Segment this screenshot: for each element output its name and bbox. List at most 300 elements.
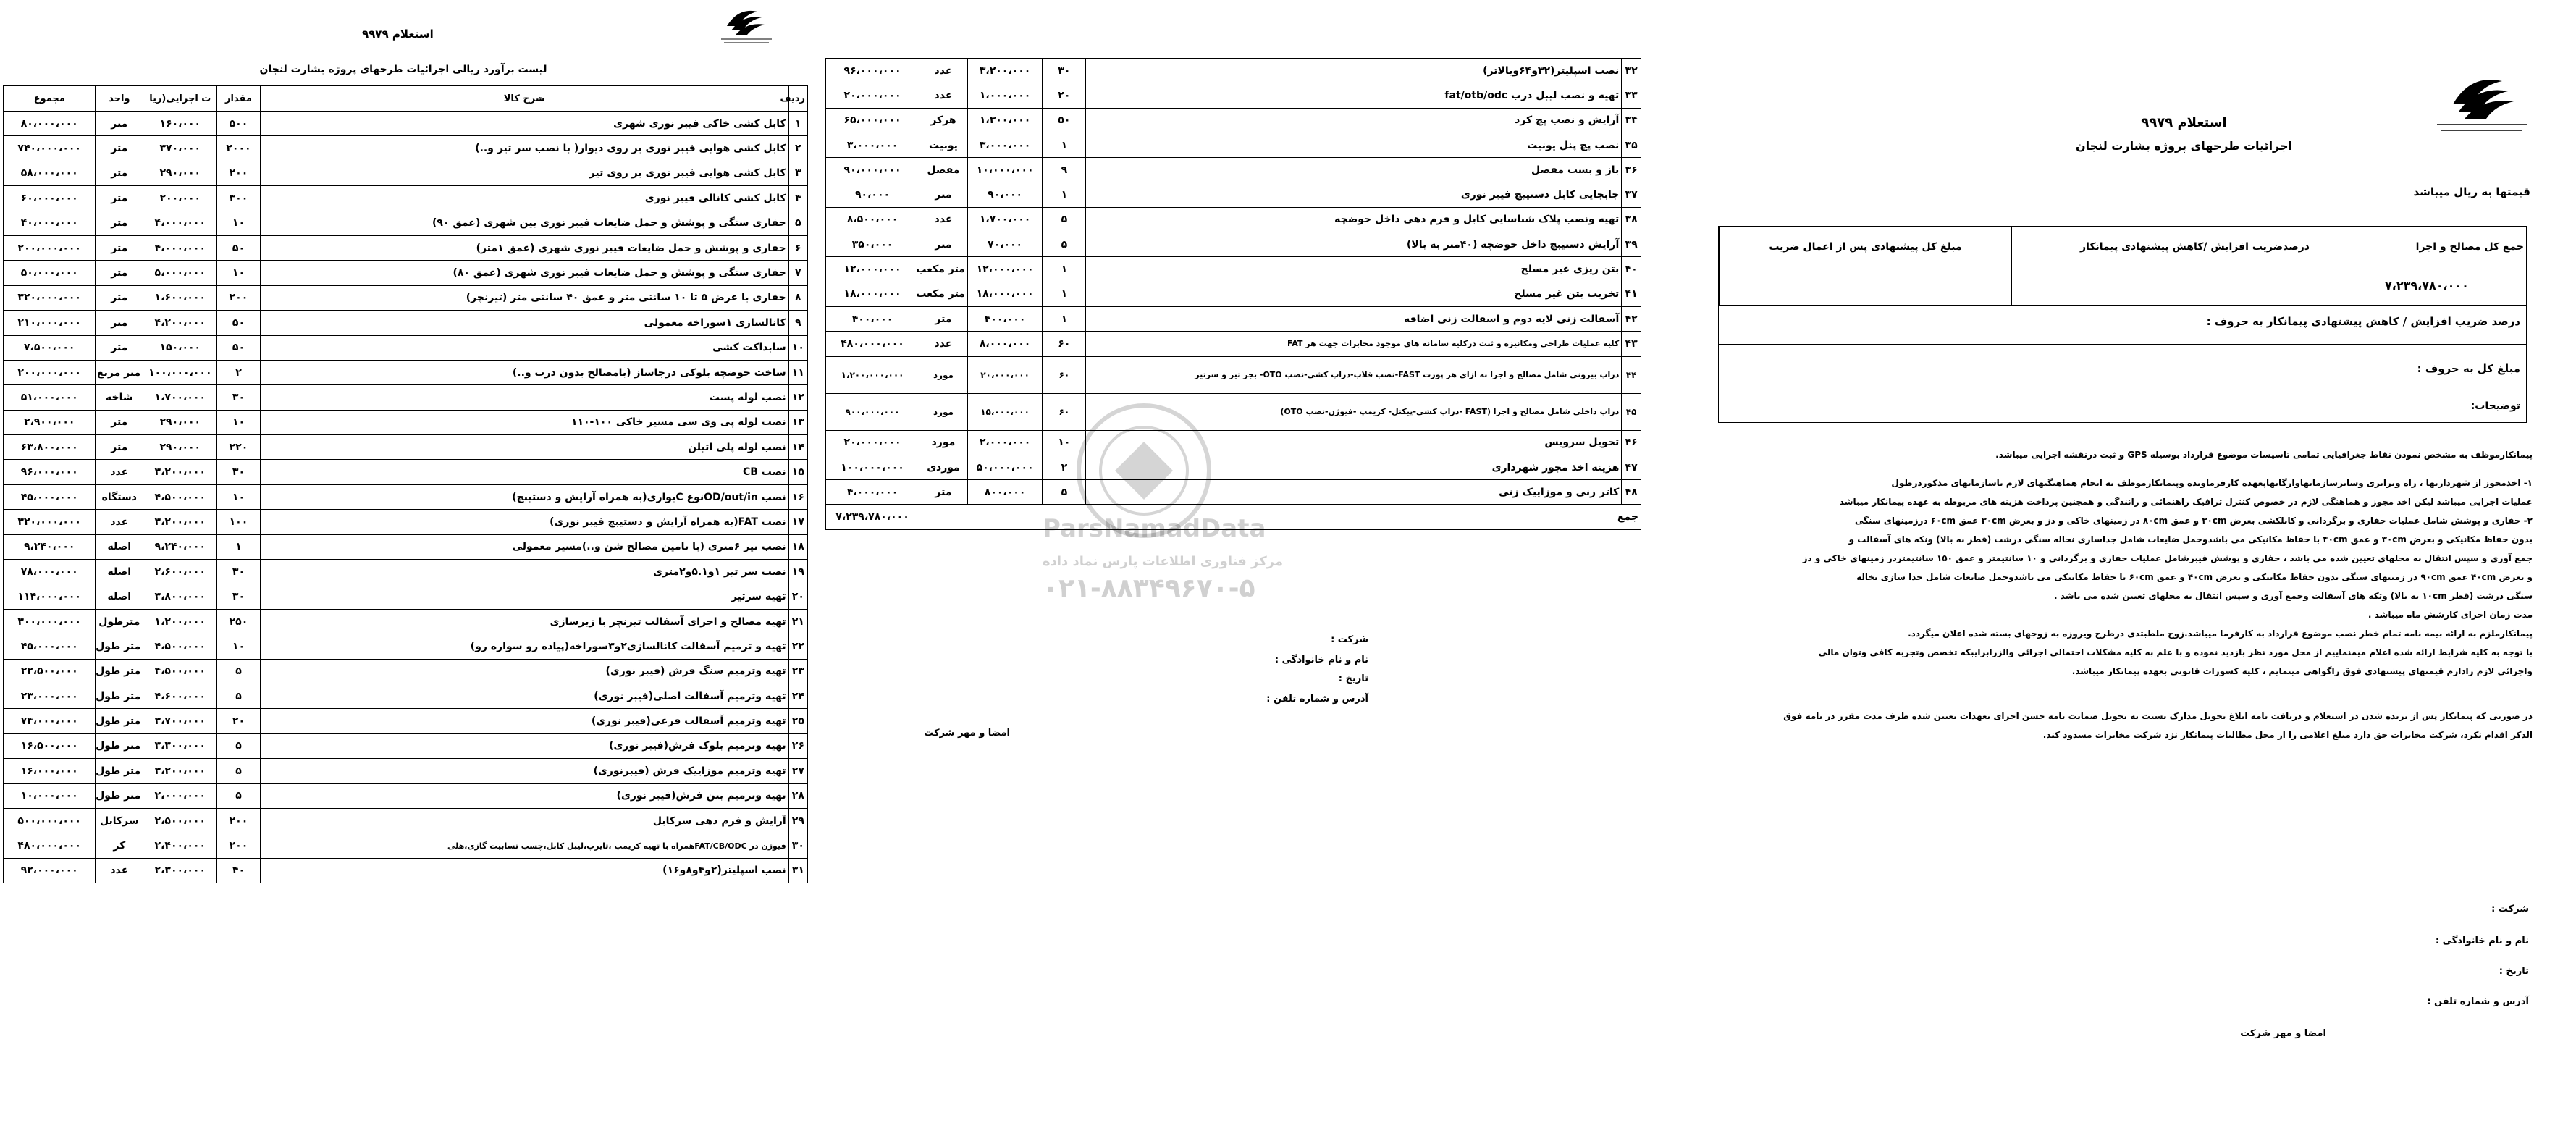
cell-total: ۱۶،۵۰۰،۰۰۰ [4,733,96,758]
cell-row-number: ۴۲ [1622,306,1641,331]
cell-row-number: ۱ [788,112,807,136]
cell-unit: عدد [96,460,143,484]
address-label: آدرس و شماره تلفن : [1266,694,1368,705]
cell-total: ۳۲۰،۰۰۰،۰۰۰ [4,510,96,534]
table-row [4,484,808,509]
cell-unit: متر [96,161,143,185]
cell-row-number: ۴۱ [1622,282,1641,306]
cell-unit: مفصل [919,158,968,182]
cell-unit: متر [96,410,143,434]
cell-unit-price: ۵،۰۰۰،۰۰۰ [143,261,217,285]
explanation-paragraph: مدت زمان اجرای کارشش ماه میباشد . [2367,610,2533,620]
cell-unit: متر [96,261,143,285]
cell-row-number: ۲۳ [788,659,807,684]
cell-unit: متر [96,235,143,260]
cell-unit-price: ۹،۲۴۰،۰۰۰ [143,534,217,559]
date-label: تاریخ : [2499,966,2529,977]
cell-quantity: ۲ [1043,455,1086,479]
explanation-paragraph: پیمانکارملزم به ارائه بیمه نامه تمام خطر نصب موضوع قرارداد به کارفرما میباشد.زوج ملطبتدی درطرح ویروزه به زوجهای بسته شده اعلان میگردد. [1908,628,2533,639]
cell-unit-price: ۱،۷۰۰،۰۰۰ [143,385,217,410]
cell-total: ۸۰،۰۰۰،۰۰۰ [4,112,96,136]
cell-quantity: ۲۰ [217,709,260,733]
cell-quantity: ۵ [217,759,260,783]
cell-row-number: ۲۰ [788,584,807,609]
cell-description: حفاری با عرض ۵ تا ۱۰ سانتی متر و عمق ۴۰ سانتی متر (تیرنچر) [260,285,788,310]
explanation-paragraph: پیمانکارموظف به مشخص نمودن نقاط جغرافیایی تمامی تاسیسات موضوع قرارداد بوسیله GPS و ثبت درنقشه اجرایی میباشد. [1995,450,2533,460]
cell-description: حفاری سنگی و پوشش و حمل ضایعات فیبر نوری شهری (عمق ۸۰) [260,261,788,285]
cell-unit: عدد [919,83,968,108]
name-label: نام و نام خانوادگی : [1274,655,1368,665]
cell-total: ۹۶،۰۰۰،۰۰۰ [4,460,96,484]
cell-unit-price: ۴۰۰،۰۰۰ [967,306,1042,331]
cell-description: تهیه وترمیم سنگ فرش (فیبر نوری) [260,659,788,684]
cell-unit-price: ۴،۲۰۰،۰۰۰ [143,311,217,335]
table-row [4,584,808,609]
table-row [4,235,808,260]
cell-unit-price: ۲۹۰،۰۰۰ [143,161,217,185]
cell-total: ۳۰۰،۰۰۰،۰۰۰ [4,609,96,634]
cell-quantity: ۵ [1043,232,1086,257]
cell-total: ۱،۲۰۰،۰۰۰،۰۰۰ [826,356,919,393]
cell-description: نصب لوله پست [260,385,788,410]
cell-quantity: ۴۰ [217,858,260,883]
cell-row-number: ۱۷ [788,510,807,534]
table-row [4,410,808,434]
estimate-page-left [0,0,825,1131]
cell-row-number: ۹ [788,311,807,335]
cell-total: ۵۰،۰۰۰،۰۰۰ [4,261,96,285]
cell-row-number: ۳ [788,161,807,185]
cell-unit: اصله [96,584,143,609]
cell-row-number: ۸ [788,285,807,310]
cell-quantity: ۳۰ [217,560,260,584]
cell-unit-price: ۴،۵۰۰،۰۰۰ [143,634,217,659]
cell-quantity: ۳۰ [217,385,260,410]
cell-unit: متر [96,112,143,136]
cell-quantity: ۱ [217,534,260,559]
cell-description: تهیه و نصب لیبل درب fat/otb/odc [1086,83,1622,108]
table-row [826,207,1641,232]
cell-unit-price: ۳،۲۰۰،۰۰۰ [143,759,217,783]
explanation-paragraph: الذکر اقدام نکرد، شرکت مخابرات حق دارد مبلغ اعلامی را از محل مطالبات پیمانکار نزد شرکت مخابرات مسدود کند. [2042,730,2533,740]
cell-quantity: ۱ [1043,306,1086,331]
cell-total: ۳،۰۰۰،۰۰۰ [826,133,919,157]
cell-row-number: ۲۲ [788,634,807,659]
cell-row-number: ۴ [788,186,807,211]
cell-description: نصب FAT(به همراه آرایش و دستیبچ فیبر نوری) [260,510,788,534]
header-total: مجموع [4,86,96,112]
cell-description: نصب لوله پلی اتیلن [260,435,788,460]
cell-unit-price: ۱۶۰،۰۰۰ [143,112,217,136]
cell-total: ۹۰،۰۰۰ [826,182,919,207]
cell-unit-price: ۱،۰۰۰،۰۰۰ [967,83,1042,108]
bid-summary-table [1719,227,2527,306]
table-row [826,83,1641,108]
inquiry-number: استعلام ۹۹۷۹ [362,28,434,41]
cell-unit-price: ۸،۰۰۰،۰۰۰ [967,332,1042,356]
cell-quantity: ۵۰۰ [217,112,260,136]
cell-row-number: ۲۹ [788,808,807,833]
explanation-paragraph: با توجه به کلیه شرایط ارائه شده اعلام میمنماییم از محل مورد نظر بازدید نموده و با علم به کلیه مشکلات احتمالی اجرائی والزرابرایبکه تخصص وتجربه کافی وتوان مالی [1818,647,2533,657]
cell-quantity: ۲ [217,360,260,384]
watermark-name: ParsNamadData [1043,514,1266,543]
cell-unit: عدد [919,207,968,232]
cell-description: تهیه مصالح و اجرای آسفالت تیرنچر با زیرسازی [260,609,788,634]
cell-total: ۱۸،۰۰۰،۰۰۰ [826,282,919,306]
cell-row-number: ۳۴ [1622,108,1641,133]
cell-row-number: ۱۹ [788,560,807,584]
telecom-logo-icon [717,4,775,46]
cell-unit-price: ۲،۰۰۰،۰۰۰ [143,783,217,808]
cell-quantity: ۶۰ [1043,393,1086,430]
cell-description: دراپ داخلی شامل مصالح و اجرا (FAST -دراپ کشی-پیکتل- کریمپ -فیوژن-نصب OTO) [1086,393,1622,430]
table-row [826,282,1641,306]
explanation-paragraph: در صورتی که پیمانکار پس از برنده شدن در استعلام و دریافت نامه ابلاغ تحویل مدارک نسبت به تحویل ضمانت نامه حسن اجرای تعهدات تعیین شده ظرف مدت مقرر در نامه فوق [1783,711,2533,721]
cell-unit-price: ۲۹۰،۰۰۰ [143,435,217,460]
cell-unit-price: ۱،۲۰۰،۰۰۰ [143,609,217,634]
cell-quantity: ۵ [217,684,260,708]
cell-quantity: ۹ [1043,158,1086,182]
cell-unit: متر [96,211,143,235]
cell-unit: متر طول [96,709,143,733]
cell-description: کابل کشی خاکی فیبر نوری شهری [260,112,788,136]
table-header-row [4,86,808,112]
cell-unit-price: ۳،۸۰۰،۰۰۰ [143,584,217,609]
cell-description: نصب اسپلیتر(۲و۴و۸و۱۶) [260,858,788,883]
cell-unit-price: ۴،۰۰۰،۰۰۰ [143,211,217,235]
cell-row-number: ۲۴ [788,684,807,708]
cell-quantity: ۲۰۰ [217,808,260,833]
cell-description: نصب تیر ۶متری (با تامین مصالح شن و..)مسیر معمولی [260,534,788,559]
header-unit-price: ت اجرایی(ریا [143,86,217,112]
cell-total: ۲۲،۵۰۰،۰۰۰ [4,659,96,684]
cell-quantity: ۵ [217,659,260,684]
cell-unit: متر مربع [96,360,143,384]
cell-total: ۶۳،۸۰۰،۰۰۰ [4,435,96,460]
amount-in-words: مبلغ کل به حروف : [2417,362,2520,375]
cell-unit-price: ۲،۵۰۰،۰۰۰ [143,808,217,833]
cell-quantity: ۳۰ [217,460,260,484]
cell-quantity: ۳۰۰ [217,186,260,211]
table-row [4,460,808,484]
cell-quantity: ۵۰ [217,311,260,335]
cell-unit-price: ۲،۳۰۰،۰۰۰ [143,858,217,883]
table-row [4,311,808,335]
cell-description: کانالسازی ۱سوراخه معمولی [260,311,788,335]
table-row [826,59,1641,83]
watermark-fa: مرکز فناوری اطلاعات پارس نماد داده [1043,554,1284,569]
cell-quantity: ۱ [1043,133,1086,157]
cell-unit: اصله [96,560,143,584]
cell-unit: متر [96,435,143,460]
cell-description: تهیه وترمیم آسفالت اصلی(فیبر نوری) [260,684,788,708]
header-quantity: مقدار [217,86,260,112]
cell-quantity: ۵۰ [1043,108,1086,133]
table-row [4,261,808,285]
cell-quantity: ۱۰ [217,484,260,509]
cell-unit: متر طول [96,659,143,684]
company-label: شرکت : [1331,634,1368,645]
table-row [4,112,808,136]
cell-unit-price: ۴،۰۰۰،۰۰۰ [143,235,217,260]
cell-quantity: ۱ [1043,282,1086,306]
cell-total: ۴۸۰،۰۰۰،۰۰۰ [826,332,919,356]
cell-unit: متر طول [96,684,143,708]
table-row [826,356,1641,393]
cell-description: نصب اسپلیتر(۳۲و۶۴وبالاتر) [1086,59,1622,83]
cell-row-number: ۱۸ [788,534,807,559]
cell-unit: اصله [96,534,143,559]
cell-description: نصب OD/out/inنوع Cبواری(به همراه آرایش و دستیبچ) [260,484,788,509]
table-row [4,435,808,460]
cell-total: ۲۰،۰۰۰،۰۰۰ [826,83,919,108]
cell-total: ۱۶،۰۰۰،۰۰۰ [4,759,96,783]
cell-total: ۷،۵۰۰،۰۰۰ [4,335,96,360]
cell-row-number: ۱۱ [788,360,807,384]
cell-quantity: ۱ [1043,257,1086,282]
cell-row-number: ۱۲ [788,385,807,410]
table-row [826,232,1641,257]
cell-total: ۹۲،۰۰۰،۰۰۰ [4,858,96,883]
cell-quantity: ۱۰ [217,211,260,235]
cell-total: ۹۰۰،۰۰۰،۰۰۰ [826,393,919,430]
cell-description: آسفالت زنی لایه دوم و اسفالت زنی اضافه [1086,306,1622,331]
cell-unit-price: ۳،۲۰۰،۰۰۰ [143,510,217,534]
percent-in-words: درصد ضریب افزایش / کاهش پیشنهادی پیمانکار به حروف : [2206,315,2520,328]
cell-unit-price: ۱۲،۰۰۰،۰۰۰ [967,257,1042,282]
cell-unit: متر [919,232,968,257]
sum-value: ۷،۲۳۹،۷۸۰،۰۰۰ [826,505,919,529]
cell-quantity: ۵۰ [217,335,260,360]
table-row [4,285,808,310]
cell-description: کابل کشی کانالی فیبر نوری [260,186,788,211]
cell-row-number: ۳۸ [1622,207,1641,232]
estimate-title: لیست برآورد ریالی اجرائیات طرحهای پروژه بشارت لنجان [259,64,547,75]
cell-unit: متر مکعب [919,282,968,306]
cell-row-number: ۱۵ [788,460,807,484]
header-percent: درصدضریب افزایش /کاهش پیشنهادی پیمانکار [2012,227,2312,266]
table-row [4,659,808,684]
cell-unit-price: ۱،۶۰۰،۰۰۰ [143,285,217,310]
cell-unit: یونیت [919,133,968,157]
table-row [826,158,1641,182]
cell-unit: متر [96,285,143,310]
table-row [4,634,808,659]
table-row [4,684,808,708]
cell-row-number: ۳۹ [1622,232,1641,257]
cell-unit-price: ۱۵۰،۰۰۰ [143,335,217,360]
table-row [4,385,808,410]
table-row [4,609,808,634]
cell-row-number: ۲۷ [788,759,807,783]
percent-input-cell [2012,266,2312,306]
cell-total: ۶۵،۰۰۰،۰۰۰ [826,108,919,133]
cell-unit-price: ۳،۲۰۰،۰۰۰ [967,59,1042,83]
cell-quantity: ۵۰ [217,235,260,260]
cell-description: نصب پچ پنل یونیت [1086,133,1622,157]
cell-row-number: ۷ [788,261,807,285]
explanation-paragraph: واجرائی لازم رادارم قیمتهای پیشنهادی فوق راگواهی مینمایم ، کلیه کسورات قانونی بعهده پیمانکار میباشد. [2071,666,2533,676]
cell-unit: عدد [919,59,968,83]
cell-quantity: ۵ [217,733,260,758]
cell-quantity: ۲۰۰ [217,161,260,185]
table-row [4,211,808,235]
cell-total: ۴۰،۰۰۰،۰۰۰ [4,211,96,235]
summary-page-right [1647,0,2576,1131]
cell-description: آرایش و فرم دهی سرکابل [260,808,788,833]
cell-unit-price: ۴،۵۰۰،۰۰۰ [143,484,217,509]
header-description: شرح کالا [260,86,788,112]
cell-row-number: ۴۸ [1622,480,1641,505]
cell-row-number: ۲۸ [788,783,807,808]
cell-unit: متر [96,311,143,335]
cell-unit: مورد [919,356,968,393]
cell-description: تهیه وترمیم بتن فرش(فیبر نوری) [260,783,788,808]
table-row [4,808,808,833]
table-row [826,332,1641,356]
table-row [4,858,808,883]
cell-description: جابجایی کابل دستیبچ فیبر نوری [1086,182,1622,207]
cell-description: کابل کشی هوایی فیبر نوری بر روی تیر [260,161,788,185]
cell-total: ۴۵،۰۰۰،۰۰۰ [4,634,96,659]
cell-row-number: ۲ [788,136,807,161]
cell-row-number: ۲۵ [788,709,807,733]
cell-unit: هرکر [919,108,968,133]
final-amount-input-cell [1720,266,2012,306]
cell-unit-price: ۲۹۰،۰۰۰ [143,410,217,434]
address-label: آدرس و شماره تلفن : [2427,996,2529,1007]
table-row [4,759,808,783]
cell-description: تحویل سرویس [1086,430,1622,455]
cell-row-number: ۳۷ [1622,182,1641,207]
cell-quantity: ۲۰ [1043,83,1086,108]
cell-unit-price: ۲۰۰،۰۰۰ [143,186,217,211]
cell-total: ۷۸،۰۰۰،۰۰۰ [4,560,96,584]
currency-note: قیمتها به ریال میباشد [2413,185,2530,198]
cell-total: ۹۰،۰۰۰،۰۰۰ [826,158,919,182]
cell-quantity: ۱۰ [217,410,260,434]
cell-total: ۴۸۰،۰۰۰،۰۰۰ [4,833,96,858]
table-row [4,560,808,584]
watermark-phone: ۰۲۱-۸۸۳۴۹۶۷۰-۵ [1043,573,1255,603]
header-row-number: ردیف [788,86,807,112]
cell-unit: کر [96,833,143,858]
cell-description: سابداکت کشی [260,335,788,360]
cell-quantity: ۵ [217,783,260,808]
cell-total: ۳۵۰،۰۰۰ [826,232,919,257]
cell-unit: مورد [919,430,968,455]
cell-unit-price: ۱۸،۰۰۰،۰۰۰ [967,282,1042,306]
cell-description: آرایش دستیبچ داخل حوضچه (۴۰متر به بالا) [1086,232,1622,257]
cell-quantity: ۱۰ [217,261,260,285]
cell-row-number: ۴۰ [1622,257,1641,282]
cell-total: ۹،۲۴۰،۰۰۰ [4,534,96,559]
cell-description: تهیه وترمیم موزاییک فرش (فیبرنوری) [260,759,788,783]
cell-total: ۲۰،۰۰۰،۰۰۰ [826,430,919,455]
cell-unit-price: ۵۰،۰۰۰،۰۰۰ [967,455,1042,479]
cell-description: نصب لوله پی وی سی مسیر خاکی ۱۰۰-۱۱۰ [260,410,788,434]
table-row [826,108,1641,133]
table-row [4,186,808,211]
table-row [4,833,808,858]
cell-row-number: ۲۱ [788,609,807,634]
total-amount-value: ۷،۲۳۹،۷۸۰،۰۰۰ [2312,266,2527,306]
cell-unit-price: ۴،۵۰۰،۰۰۰ [143,659,217,684]
table-row [826,182,1641,207]
cell-total: ۷۴،۰۰۰،۰۰۰ [4,709,96,733]
cell-row-number: ۴۶ [1622,430,1641,455]
cell-total: ۵۰۰،۰۰۰،۰۰۰ [4,808,96,833]
cell-unit: موردی [919,455,968,479]
table-row [4,783,808,808]
cell-unit-price: ۱۰۰،۰۰۰،۰۰۰ [143,360,217,384]
cell-total: ۱۰۰،۰۰۰،۰۰۰ [826,455,919,479]
stamp-label: امضا و مهر شرکت [2240,1028,2326,1039]
cell-unit: متر مکعب [919,257,968,282]
cell-description: حفاری و پوشش و حمل ضایعات فیبر نوری شهری (عمق ۱متر) [260,235,788,260]
cell-quantity: ۳۰ [1043,59,1086,83]
cell-description: تهیه ونصب پلاک شناسایی کابل و فرم دهی داخل حوضچه [1086,207,1622,232]
cell-unit: عدد [919,332,968,356]
cell-unit-price: ۷۰،۰۰۰ [967,232,1042,257]
cell-total: ۲۰۰،۰۰۰،۰۰۰ [4,360,96,384]
cell-unit: متر طول [96,759,143,783]
header-total-works: جمع کل مصالح و اجرا [2312,227,2527,266]
cell-quantity: ۱۰ [217,634,260,659]
cell-row-number: ۳۶ [1622,158,1641,182]
cell-description: تهیه وترمیم آسفالت فرعی(فیبر نوری) [260,709,788,733]
cell-unit-price: ۳،۰۰۰،۰۰۰ [967,133,1042,157]
table-row [4,510,808,534]
explanation-paragraph: و بعرض ۴۰cm عمق ۹۰cm در زمینهای سنگی بدون حفاظ مکانیکی و بعرض ۴۰cm و عمق ۶۰cm با حفاظ مکانیکی می باشدوحمل ضایعات شامل جدا سازی نخاله [1856,572,2533,582]
table-row [4,136,808,161]
header-final-amount: مبلغ کل پیشنهادی پس از اعمال ضریب [1720,227,2012,266]
table-row [4,534,808,559]
cell-quantity: ۶۰ [1043,356,1086,393]
cell-total: ۴۵،۰۰۰،۰۰۰ [4,484,96,509]
header-unit: واحد [96,86,143,112]
cell-total: ۱۲،۰۰۰،۰۰۰ [826,257,919,282]
cell-row-number: ۱۴ [788,435,807,460]
cell-unit-price: ۲،۴۰۰،۰۰۰ [143,833,217,858]
table-row [4,161,808,185]
cell-row-number: ۲۶ [788,733,807,758]
cell-row-number: ۳۲ [1622,59,1641,83]
cell-unit-price: ۳۷۰،۰۰۰ [143,136,217,161]
cell-row-number: ۴۴ [1622,356,1641,393]
table-row [4,335,808,360]
cell-description: حفاری سنگی و پوشش و حمل ضایعات فیبر نوری بین شهری (عمق ۹۰) [260,211,788,235]
cell-unit-price: ۲۰،۰۰۰،۰۰۰ [967,356,1042,393]
explanation-paragraph: ۲- حفاری و پوشش شامل عملیات حفاری و برگردانی و کابلکشی بعرض ۳۰cm و عمق ۸۰cm در زمینهای خاکی و دز و بعرض ۳۰cm عمق ۶۰cm درزمینهای سنگی [1854,516,2533,526]
table-row [826,133,1641,157]
inquiry-number: استعلام ۹۹۷۹ [2141,115,2227,130]
name-label: نام و نام خانوادگی : [2435,936,2529,946]
table-row [4,360,808,384]
cell-total: ۱۰،۰۰۰،۰۰۰ [4,783,96,808]
cell-unit: مترطول [96,609,143,634]
cell-row-number: ۳۵ [1622,133,1641,157]
cell-total: ۵۸،۰۰۰،۰۰۰ [4,161,96,185]
cell-unit-price: ۱۵،۰۰۰،۰۰۰ [967,393,1042,430]
cell-unit: متر [96,335,143,360]
cell-unit: متر [96,186,143,211]
cell-description: نصب سر تیر ۱و۵.۱و۲متری [260,560,788,584]
cell-description: تهیه سرتیر [260,584,788,609]
cell-row-number: ۳۳ [1622,83,1641,108]
cell-unit: متر طول [96,634,143,659]
cell-description: کاتر زنی و موزاییک زنی [1086,480,1622,505]
